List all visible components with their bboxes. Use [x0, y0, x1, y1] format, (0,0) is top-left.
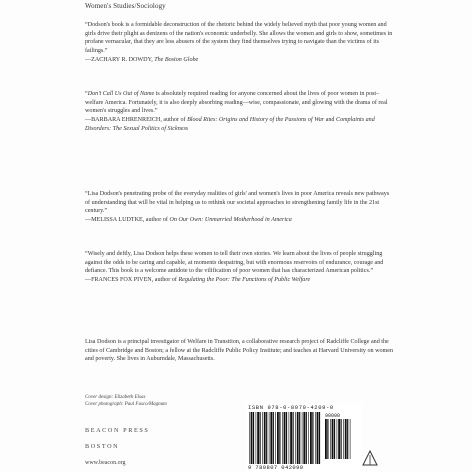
barcode-bar	[253, 412, 254, 464]
barcode-bar	[341, 419, 342, 459]
barcode-bar	[327, 419, 328, 459]
author-bio-text: Lisa Dodson is a principal investigator of Welfare in Transition, a collaborative research project of Radcliffe College and the cities of Cambridge and Boston; a fellow at the Radcliffe Public Policy Institute; and teaches at Harvard University on women and poverty. She lives in Auburndale, Massachusetts.	[85, 339, 394, 363]
barcode-bar	[295, 412, 296, 464]
cover-design-credit: Cover design: Elizabeth Elsas	[85, 395, 146, 400]
isbn-label: ISBN 978-0-8070-4209-0	[248, 404, 334, 411]
barcode-bar	[275, 412, 276, 464]
barcode-bar	[308, 412, 309, 464]
barcode-bar	[273, 412, 274, 464]
barcode-bar	[345, 419, 347, 459]
blurb-text: “Don't Call Us Out of Name is absolutely required reading for anyone concerned about the lives of poor women in post–welfare America. Fortunately, it is also deeply absorbing reading—wise, compassionate, and glowing with the drama of real women's struggles and lives.”	[85, 91, 388, 115]
barcode-bar	[279, 412, 280, 464]
barcode-bar	[334, 419, 335, 459]
barcode-bar	[350, 419, 351, 459]
publisher-website: www.beacon.org	[85, 460, 126, 466]
author-bio	[85, 338, 395, 364]
barcode-bar	[262, 412, 263, 464]
barcode-bar	[249, 412, 250, 464]
barcode-bar	[290, 412, 292, 464]
beacon-press-logo-icon	[362, 450, 378, 466]
category-label: Women's Studies/Sociology	[85, 2, 166, 10]
barcode-bar	[306, 412, 307, 464]
barcode-bar	[260, 412, 261, 464]
barcode-bar	[257, 412, 259, 464]
barcode-bar	[330, 419, 331, 459]
barcode-bar	[289, 412, 290, 464]
blurb-text: “Dodson's book is a formidable deconstruction of the rhetoric behind the widely believed myth that poor young women and girls drive their plight as denizens of the nation's economic underbelly. She allows the women and girls to show, sometimes in profane vernacular, that they are less abusers of the system they find themselves trying to navigate than the victims of its failings.”	[85, 22, 393, 55]
barcode-bar	[284, 412, 286, 464]
barcode-bar	[312, 412, 313, 464]
barcode-bar	[319, 412, 320, 464]
price-code: 90000	[325, 413, 341, 419]
barcode-bar	[270, 412, 272, 464]
barcode-bar	[282, 412, 283, 464]
barcode-bar	[302, 412, 303, 464]
blurb-text: “Wisely and deftly, Lisa Dodson helps these women to tell their own stories. We learn about the lives of people struggling against the odds to be caring and capable, at moments despairing, but with enormous reservoirs of endurance, courage and defiance. This book is a welcome antidote to the vilification of poor women that has characterized American politics.”	[85, 251, 384, 275]
publisher-name: BEACON PRESS	[85, 427, 150, 434]
barcode-addon	[324, 419, 352, 459]
barcode-bar	[264, 412, 266, 464]
barcode-bar	[303, 412, 305, 464]
blurb-attribution: —BARBARA EHRENREICH, author of Blood Rites: Origins and History of the Passions of War and Complaints and Disorders: The Sexual Politics of Sickness	[85, 117, 375, 132]
barcode-digits: 9 780807 042090	[248, 464, 304, 471]
blurb-attribution: —ZACHARY R. DOWDY, The Boston Globe	[85, 56, 199, 63]
blurb-attribution: —MELISSA LUDTKE, author of On Our Own: Unmarried Motherhood in America	[85, 217, 292, 224]
barcode-bar	[338, 419, 340, 459]
barcode-bar	[293, 412, 294, 464]
barcode-bar	[286, 412, 287, 464]
blurb-attribution: —FRANCES FOX PIVEN, author of Regulating the Poor: The Functions of Public Welfare	[85, 277, 311, 284]
barcode-bar	[347, 419, 348, 459]
barcode-bar	[325, 419, 327, 459]
barcode-bar	[266, 412, 267, 464]
barcode-bar	[332, 419, 334, 459]
barcode-bar	[343, 419, 344, 459]
blurb-quote-2	[85, 90, 395, 134]
barcode-bar	[251, 412, 253, 464]
barcode-bar	[269, 412, 270, 464]
barcode-bar	[337, 419, 338, 459]
barcode-bar	[315, 412, 316, 464]
blurb-quote-4	[85, 250, 395, 285]
blurb-quote-1	[85, 21, 395, 65]
barcode-bar	[310, 412, 312, 464]
cover-photo-credit: Cover photograph: Paul Fusco/Magnum	[85, 402, 167, 407]
blurb-text: “Lisa Dodson's penetrating probe of the everyday realities of girls' and women's lives in poor America reveals new pathways of understanding that will be vital in helping us to rethink our societal approaches to strengthening family life in the 21st century.”	[85, 191, 390, 215]
barcode-bar	[299, 412, 300, 464]
barcode-bar	[297, 412, 299, 464]
blurb-quote-3	[85, 190, 395, 225]
barcode-bar	[317, 412, 319, 464]
barcode-bar	[277, 412, 279, 464]
barcode-bar	[256, 412, 257, 464]
cover-credits	[85, 394, 167, 408]
barcode-main	[248, 412, 322, 464]
publisher-city: BOSTON	[85, 443, 120, 450]
